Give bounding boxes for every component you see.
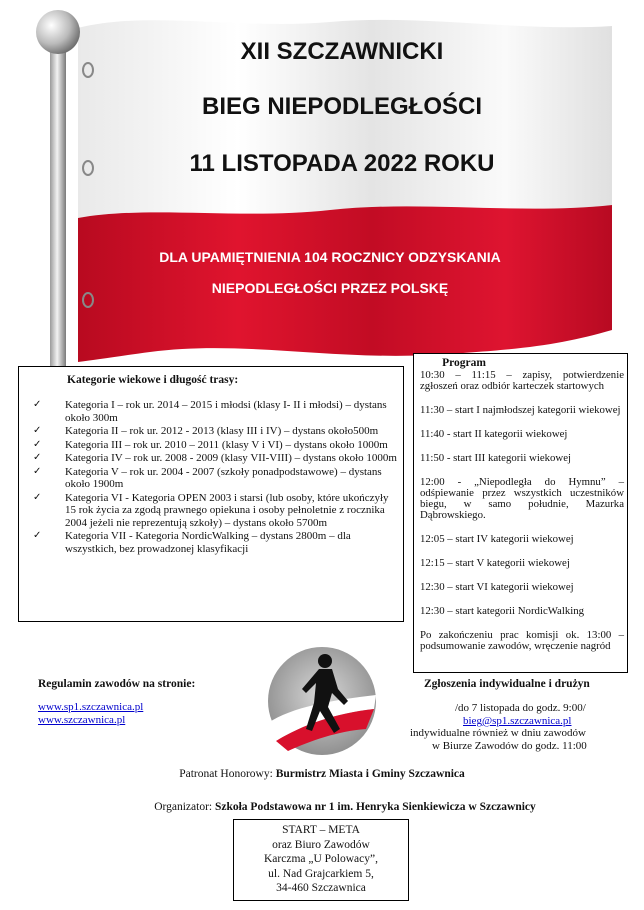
title-line-3: 11 LISTOPADA 2022 ROKU	[189, 150, 495, 177]
subtitle-line-1: DLA UPAMIĘTNIENIA 104 ROCZNICY ODZYSKANIA	[159, 249, 501, 265]
list-item: 11:50 - start III kategorii wiekowej	[420, 452, 572, 464]
start-meta-box	[233, 819, 409, 901]
runner-icon	[262, 645, 382, 757]
regulations-link-szczawnica[interactable]: www.szczawnica.pl	[38, 714, 126, 726]
program-box	[413, 353, 628, 673]
check-icon: ✓	[33, 530, 42, 541]
program-heading: Program	[442, 357, 486, 369]
list-item: 12:30 – start kategorii NordicWalking	[420, 605, 585, 617]
check-icon: ✓	[33, 425, 42, 436]
registration-deadline: /do 7 listopada do godz. 9:00/	[455, 702, 586, 714]
categories-list	[29, 399, 397, 556]
program-list	[420, 370, 624, 665]
list-item: 12:05 – start IV kategorii wiekowej	[420, 533, 574, 545]
categories-box	[18, 366, 404, 622]
list-item: 11:30 – start I najmłodszej kategorii wiekowej	[420, 404, 621, 416]
patronage: Patronat Honorowy: Burmistrz Miasta i Gminy Szczawnica	[179, 768, 465, 780]
title-line-1: XII SZCZAWNICKI	[240, 38, 444, 65]
list-item: ✓ Kategoria V – rok ur. 2004 - 2007 (szkoły ponadpodstawowe) – dystans około 1900m	[33, 465, 382, 490]
registration-line-3: w Biurze Zawodów do godz. 11:00	[432, 740, 587, 752]
list-item: ✓ Kategoria I – rok ur. 2014 – 2015 i młodsi (klasy I- II i młodsi) – dystans około 300m	[33, 399, 387, 424]
start-meta-line: ul. Nad Grajcarkiem 5,	[268, 867, 374, 880]
list-item: 11:40 - start II kategorii wiekowej	[420, 428, 568, 440]
list-item: Po zakończeniu prac komisji ok. 13:00 – podsumowanie zawodów, wręczenie nagród	[420, 629, 624, 652]
subtitle-line-2: NIEPODLEGŁOŚCI PRZEZ POLSKĘ	[211, 280, 449, 296]
title-line-2: BIEG NIEPODLEGŁOŚCI	[201, 93, 483, 120]
list-item: ✓ Kategoria II – rok ur. 2012 - 2013 (klasy III i IV) – dystans około500m	[33, 425, 379, 437]
check-icon: ✓	[33, 465, 42, 477]
list-item: ✓ Kategoria VII - Kategoria NordicWalking – dystans 2800m – dla wszystkich, bez prowadzonej klasyfikacji	[33, 530, 351, 555]
check-icon: ✓	[33, 452, 42, 463]
start-meta-line: Karczma „U Polowacy”,	[264, 853, 378, 865]
registration-line-2: indywidualne również w dniu zawodów	[410, 727, 586, 739]
check-icon: ✓	[33, 491, 42, 503]
list-item: ✓ Kategoria VI - Kategoria OPEN 2003 i starsi (lub osoby, które ukończyły 15 rok życia za zgodą prawnego opiekuna i osoby pełnoletnie z rocznika 2004 jeżeli nie reprezentują szkoły) – dystans około 5700m	[33, 491, 389, 529]
start-meta-line: oraz Biuro Zawodów	[272, 838, 370, 851]
list-item: 12:30 – start VI kategorii wiekowej	[420, 581, 574, 593]
start-meta-line: START – META	[282, 824, 360, 836]
organizer: Organizator: Szkoła Podstawowa nr 1 im. Henryka Sienkiewicza w Szczawnicy	[154, 801, 536, 813]
list-item: 10:30 – 11:15 – zapisy, potwierdzenie zgłoszeń oraz odbiór karteczek startowych	[420, 369, 624, 392]
list-item: 12:00 - „Niepodległa do Hymnu” – odśpiewanie przez wszystkich uczestników biegu, w samo południe, Mazurka Dąbrowskiego.	[420, 476, 624, 521]
check-icon: ✓	[33, 399, 42, 410]
start-meta-line: 34-460 Szczawnica	[276, 882, 366, 894]
regulations-label: Regulamin zawodów na stronie:	[38, 678, 196, 690]
categories-heading: Kategorie wiekowe i długość trasy:	[67, 374, 239, 386]
check-icon: ✓	[33, 438, 42, 450]
flagpole-icon	[50, 40, 66, 370]
list-item: ✓ Kategoria III – rok ur. 2010 – 2011 (klasy V i VI) – dystans około 1000m	[33, 438, 388, 451]
list-item: 12:15 – start V kategorii wiekowej	[420, 557, 570, 569]
regulations-link-sp1[interactable]: www.sp1.szczawnica.pl	[38, 701, 144, 713]
registration-email-link[interactable]: bieg@sp1.szczawnica.pl	[463, 715, 572, 727]
list-item: ✓ Kategoria IV – rok ur. 2008 - 2009 (klasy VII-VIII) – dystans około 1000m	[33, 452, 397, 464]
registration-heading: Zgłoszenia indywidualne i drużyn	[424, 678, 590, 690]
